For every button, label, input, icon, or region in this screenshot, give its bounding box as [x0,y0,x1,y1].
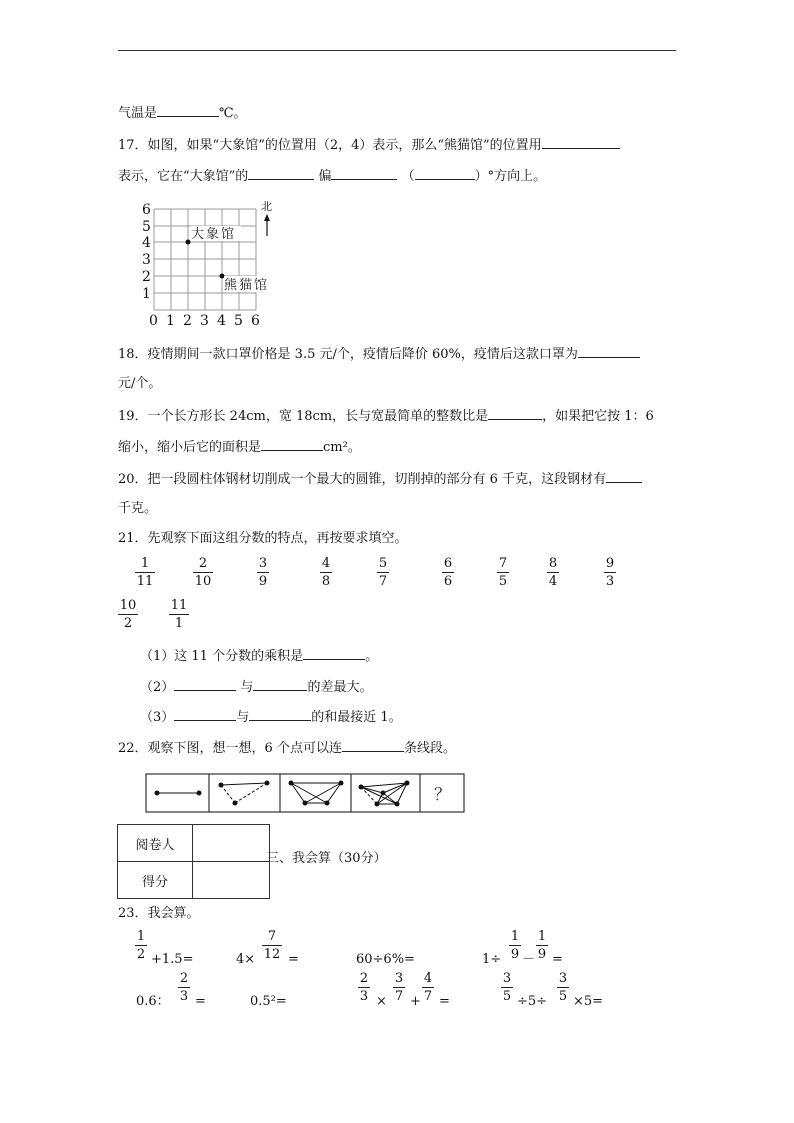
frac-den: 10 [194,574,212,589]
frac-num: 3 [394,971,404,986]
q21-sub1 [140,647,378,665]
score-cell[interactable] [193,862,270,899]
north-arrow-icon [264,214,270,236]
frac-den: 3 [605,574,615,589]
y-tick-5: 5 [142,219,151,235]
q21-sub2 [140,678,372,696]
q19-blank-ratio[interactable] [488,407,542,420]
e3: 60÷6%= [356,952,415,967]
frac-den: 9 [258,574,268,589]
q18-line1 [118,345,640,363]
q21-sub3-blank2[interactable] [249,708,311,721]
fraction-4 [320,556,332,589]
x-tick-3: 3 [200,313,209,329]
q23-title: 23．我会算。 [118,906,200,921]
frac-den: 9 [510,947,520,962]
q22-line1 [118,739,456,757]
frac-num: 10 [119,598,137,613]
e1-rest: +1.5= [151,952,194,967]
e4-pre: 1÷ [482,952,502,967]
e5-pre: 0.6： [136,994,170,1009]
frac-den: 12 [263,947,281,962]
q17-line2 [118,167,546,185]
frac-den: 1 [174,616,184,631]
x-tick-1: 1 [166,313,175,329]
x-tick-5: 5 [234,313,243,329]
frac-den: 3 [359,989,369,1004]
x-tick-2: 2 [183,313,192,329]
q16-blank[interactable] [157,104,219,117]
panda-label: 熊猫馆 [224,278,270,293]
frac-num: 1 [510,929,520,944]
q18-line2 [118,376,161,392]
e8-fraction-1 [501,971,513,1004]
fraction-5 [377,556,389,589]
q17-text-2b: 偏 [318,169,332,184]
q21-sub3-mid: 与 [236,710,250,725]
q20-text-1: 20．把一段圆柱体钢材切削成一个最大的圆锥，切削掉的部分有 6 千克，这段钢材有 [118,472,607,487]
frac-num: 9 [605,556,615,571]
x-tick-6: 6 [251,313,260,329]
fraction-11 [169,598,189,631]
e1-fraction [135,929,147,962]
q22-text-1: 22．观察下图，想一想，6 个点可以连 [118,741,342,756]
frac-num: 1 [140,556,150,571]
x-tick-0: 0 [149,313,158,329]
e6: 0.5²= [250,994,287,1009]
e7-fraction-3 [422,971,434,1004]
score-table [117,824,270,899]
e4-op: － [522,952,536,967]
q17-grid-map [138,196,278,330]
e7-fraction-1 [358,971,370,1004]
q21-text-1: 21．先观察下面这组分数的特点，再按要求填空。 [118,531,408,546]
q18-text-1: 18．疫情期间一款口罩价格是 3.5 元/个，疫情后降价 60%，疫情后这款口罩为 [118,347,578,362]
frac-den: 4 [548,574,558,589]
e2-rest: = [288,952,299,967]
frac-num: 7 [267,929,277,944]
q18-text-2: 元/个。 [118,376,162,391]
fraction-2 [193,556,213,589]
e7-rest: = [439,994,450,1009]
frac-num: 2 [198,556,208,571]
frac-num: 1 [537,929,547,944]
q21-sub1-text: （1）这 11 个分数的乘积是 [140,649,304,664]
q20-text-2: 千克。 [118,501,158,516]
frac-den: 2 [123,616,133,631]
frac-num: 4 [423,971,433,986]
section-3-title: 三、我会算（30分） [266,851,387,866]
y-tick-6: 6 [142,202,151,218]
frac-den: 8 [321,574,331,589]
q21-line1 [118,531,408,547]
y-tick-2: 2 [142,269,151,285]
q20-line1 [118,470,642,488]
frac-den: 3 [179,989,189,1004]
fraction-9 [604,556,616,589]
e5-rest: = [195,994,206,1009]
frac-den: 9 [537,947,547,962]
frac-num: 3 [558,971,568,986]
frac-num: 11 [170,598,188,613]
frac-den: 5 [558,989,568,1004]
e8-rest: ×5= [573,994,604,1009]
q19-blank-area[interactable] [261,438,323,451]
y-tick-1: 1 [142,286,151,302]
q19-text-2b: cm²。 [323,440,361,455]
e8-fraction-2 [557,971,569,1004]
frac-num: 2 [179,971,189,986]
reviewer-label: 阅卷人 [118,825,193,862]
elephant-label: 大象馆 [191,227,237,242]
q21-sub3-blank1[interactable] [174,708,236,721]
q21-sub1-blank[interactable] [303,647,365,660]
fraction-6 [442,556,454,589]
q17-blank-dir2[interactable] [331,167,397,180]
frac-num: 1 [136,929,146,944]
q16-unit: ℃。 [219,106,247,121]
x-tick-4: 4 [217,313,226,329]
header-rule [118,50,676,51]
e8-mid: ÷5÷ [517,994,548,1009]
frac-num: 6 [443,556,453,571]
q22-point-figures [145,773,465,815]
frac-num: 5 [378,556,388,571]
frac-num: 8 [548,556,558,571]
frac-num: 3 [502,971,512,986]
frac-num: 4 [321,556,331,571]
frac-num: 3 [258,556,268,571]
q19-text-1: 19．一个长方形长 24cm，宽 18cm，长与宽最简单的整数比是 [118,409,489,424]
q17-text-2a: 表示，它在“大象馆”的 [118,169,249,184]
frac-num: 7 [498,556,508,571]
q19-text-2: 缩小，缩小后它的面积是 [118,440,262,455]
e7-fraction-2 [393,971,405,1004]
q19-line2 [118,438,361,456]
q21-sub2-blank1[interactable] [174,678,236,691]
y-tick-3: 3 [142,252,151,268]
e4-fraction-2 [536,929,548,962]
q17-blank-position[interactable] [542,136,620,149]
frac-den: 11 [136,574,154,589]
q17-blank-angle[interactable] [415,167,475,180]
frac-num: 2 [359,971,369,986]
q17-text-2d: ）°方向上。 [474,169,547,184]
y-tick-4: 4 [142,235,151,251]
frac-den: 7 [423,989,433,1004]
elephant-point [186,240,191,245]
e2-fraction [262,929,282,962]
q17-line1 [118,136,620,154]
frac-den: 7 [394,989,404,1004]
frac-den: 2 [136,947,146,962]
grid-lines [154,209,256,310]
q21-sub2-blank2[interactable] [253,678,307,691]
q19-text-1b: ，如果把它按 1：6 [542,409,654,424]
e7-op1: × [376,994,387,1009]
fraction-8 [547,556,559,589]
fraction-7 [497,556,509,589]
question-mark-box: ？ [434,785,451,805]
e4-rest: = [552,952,563,967]
q20-blank[interactable] [606,470,642,483]
frac-den: 5 [498,574,508,589]
fraction-1 [135,556,155,589]
q21-sub2-mid: 与 [240,680,254,695]
frac-den: 7 [378,574,388,589]
q19-line1 [118,407,654,425]
q16-tail [118,104,247,122]
frac-den: 6 [443,574,453,589]
fraction-3 [257,556,269,589]
e5-fraction [178,971,190,1004]
q21-sub2-text: （2） [140,680,175,695]
q16-text: 气温是 [118,106,158,121]
q17-blank-dir1[interactable] [248,167,314,180]
q21-sub3 [140,708,402,726]
q22-blank[interactable] [342,739,404,752]
e2-pre: 4× [236,952,256,967]
q21-sub1-end: 。 [365,649,379,664]
q20-line2 [118,501,157,517]
reviewer-cell[interactable] [193,825,270,862]
q22-text-end: 条线段。 [403,741,456,756]
north-label: 北 [261,200,272,213]
q18-blank[interactable] [578,345,640,358]
frac-den: 5 [502,989,512,1004]
fraction-10 [118,598,138,631]
q17-text-2c: （ [401,169,415,184]
e7-op2: + [410,994,421,1009]
score-label: 得分 [118,862,193,899]
e4-fraction-1 [509,929,521,962]
q21-sub2-end: 的差最大。 [307,680,373,695]
q17-text-1: 17．如图，如果“大象馆”的位置用（2，4）表示，那么“熊猫馆”的位置用 [118,138,542,153]
q21-sub3-text: （3） [140,710,175,725]
q21-sub3-end: 的和最接近 1。 [311,710,402,725]
